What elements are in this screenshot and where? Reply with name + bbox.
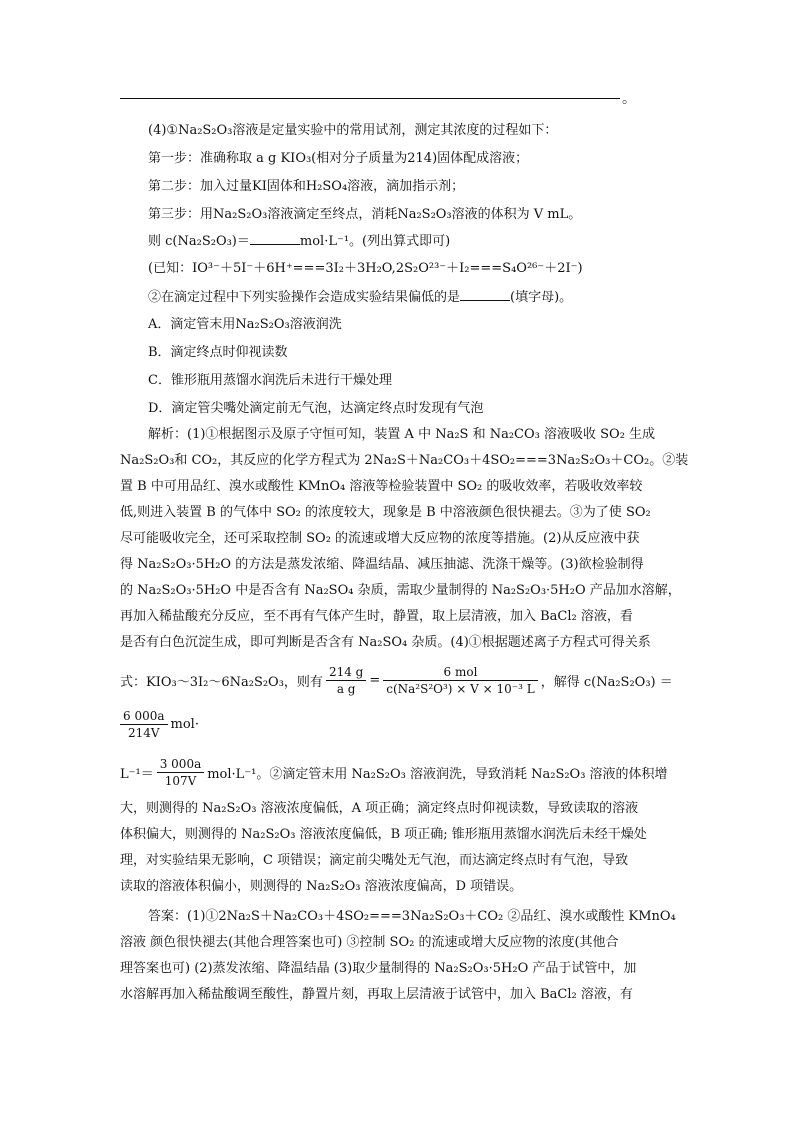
- end-punctuation: 。: [622, 91, 636, 107]
- analysis-tail-line: 大，则测得的 Na₂S₂O₃ 溶液浓度偏低，A 项正确；滴定终点时仰视读数，导致读取的溶液: [120, 801, 639, 816]
- q2-question: [148, 288, 572, 307]
- conc-prefix: 则 c(Na₂S₂O₃)＝: [148, 234, 250, 249]
- analysis-line: 是否有白色沉淀生成，即可判断是否含有 Na₂SO₄ 杂质。(4)①根据题述离子方程式可得关系: [120, 635, 651, 650]
- answer-blank-line: [120, 98, 620, 99]
- answer-line: 答案：(1)①2Na₂S＋Na₂CO₃＋4SO₂===3Na₂S₂O₃＋CO₂ ②品红、溴水或酸性 KMnO₄: [148, 909, 676, 924]
- concentration-question: [148, 232, 450, 251]
- fraction-6000a-over-214v: [120, 708, 168, 741]
- conc-blank: [250, 232, 300, 245]
- equals-sign: =: [369, 673, 381, 688]
- analysis-tail-line: 理，对实验结果无影响，C 项错误；滴定前尖嘴处无气泡，而达滴定终点时有气泡，导致: [120, 853, 629, 868]
- fraction-numerator: 3 000a: [157, 756, 205, 773]
- step-1: 第一步：准确称取 a g KIO₃(相对分子质量为214)固体配成溶液；: [148, 151, 529, 166]
- analysis-tail-line: 体积偏大，则测得的 Na₂S₂O₃ 溶液浓度偏低，B 项正确; 锥形瓶用蒸馏水润洗后未经干燥处: [120, 827, 647, 842]
- step-2: 第二步：加入过量KI固体和H₂SO₄溶液，滴加指示剂；: [148, 179, 465, 194]
- answer-line: 理答案也可) (2)蒸发浓缩、降温结晶 (3)取少量制得的 Na₂S₂O₃·5H₂O 产品于试管中，加: [120, 961, 637, 976]
- result-unit: mol·: [170, 717, 199, 732]
- fraction-numerator: 6 000a: [120, 708, 168, 725]
- fraction-denominator: a g: [336, 682, 356, 696]
- relation-suffix: ，解得 c(Na₂S₂O₃) ＝: [540, 675, 673, 690]
- analysis-line: 置 B 中可用品红、溴水或酸性 KMnO₄ 溶液等检验装置中 SO₂ 的吸收效率，若吸收效率较: [120, 479, 643, 494]
- q2-prefix: ②在滴定过程中下列实验操作会造成实验结果偏低的是: [148, 290, 461, 305]
- relation-formula: [120, 664, 673, 697]
- analysis-line: 得 Na₂S₂O₃·5H₂O 的方法是蒸发浓缩、降温结晶、减压抽滤、洗涤干燥等。(3)欲检验制得: [120, 557, 644, 572]
- analysis-line: 解析：(1)①根据图示及原子守恒可知，装置 A 中 Na₂S 和 Na₂CO₃ 溶液吸收 SO₂ 生成: [148, 427, 656, 442]
- result-formula-1: [120, 708, 199, 741]
- analysis-line: 再加入稀盐酸充分反应，至不再有气体产生时，静置，取上层清液，加入 BaCl₂ 溶液，看: [120, 609, 633, 624]
- known-equations: (已知：IO³⁻＋5I⁻＋6H⁺===3I₂＋3H₂O,2S₂O²³⁻＋I₂===S₄O²⁶⁻＋2I⁻): [148, 261, 583, 276]
- fraction-214-over-a: [326, 664, 366, 697]
- analysis-tail-line: 读取的溶液体积偏小，则测得的 Na₂S₂O₃ 溶液浓度偏高，D 项错误。: [120, 879, 523, 894]
- analysis-line: 的 Na₂S₂O₃·5H₂O 中是否含有 Na₂SO₄ 杂质，需取少量制得的 Na₂S₂O₃·5H₂O 产品加水溶解，: [120, 583, 681, 598]
- option-d: D．滴定管尖嘴处滴定前无气泡，达滴定终点时发现有气泡: [148, 401, 484, 416]
- option-c: C．锥形瓶用蒸馏水润洗后未进行干燥处理: [148, 373, 392, 388]
- result-formula-2: [120, 756, 668, 789]
- answer-line: 溶液 颜色很快褪去(其他合理答案也可) ③控制 SO₂ 的流速或增大反应物的浓度(其他合: [120, 935, 619, 950]
- fraction-3000a-over-107v: [157, 756, 205, 789]
- step-3: 第三步：用Na₂S₂O₃溶液滴定至终点，消耗Na₂S₂O₃溶液的体积为 V mL。: [148, 207, 582, 222]
- fraction-denominator: 214V: [127, 726, 160, 740]
- result2-prefix: L⁻¹＝: [120, 767, 154, 782]
- answer-line: 水溶解再加入稀盐酸调至酸性，静置片刻，再取上层清液于试管中，加入 BaCl₂ 溶液，有: [120, 987, 633, 1002]
- fraction-numerator: 6 mol: [383, 664, 537, 681]
- analysis-line: Na₂S₂O₃和 CO₂，其反应的化学方程式为 2Na₂S＋Na₂CO₃＋4SO₂===3Na₂S₂O₃＋CO₂。②装: [120, 453, 689, 468]
- q4-intro: (4)①Na₂S₂O₃溶液是定量实验中的常用试剂，测定其浓度的过程如下：: [148, 123, 558, 138]
- option-a: A．滴定管末用Na₂S₂O₃溶液润洗: [148, 317, 342, 332]
- analysis-line: 尽可能吸收完全，还可采取控制 SO₂ 的流速或增大反应物的浓度等措施。(2)从反应液中获: [120, 531, 640, 546]
- q2-suffix: (填字母)。: [510, 290, 573, 305]
- analysis-line: 低,则进入装置 B 的气体中 SO₂ 的浓度较大，现象是 B 中溶液颜色很快褪去。③为了使 SO₂: [120, 505, 651, 520]
- fraction-denominator: c(Na²S²O³) × V × 10⁻³ L: [386, 682, 535, 696]
- fraction-6mol-over-cv: [383, 664, 537, 697]
- fraction-numerator: 214 g: [326, 664, 366, 681]
- q2-blank: [460, 288, 510, 301]
- fraction-denominator: 107V: [164, 774, 197, 788]
- option-b: B．滴定终点时仰视读数: [148, 345, 288, 360]
- result2-suffix: mol·L⁻¹。②滴定管末用 Na₂S₂O₃ 溶液润洗，导致消耗 Na₂S₂O₃ 溶液的体积增: [207, 767, 668, 782]
- relation-prefix: 式：KIO₃～3I₂～6Na₂S₂O₃，则有: [120, 675, 323, 690]
- conc-suffix: mol·L⁻¹。(列出算式即可): [299, 234, 451, 249]
